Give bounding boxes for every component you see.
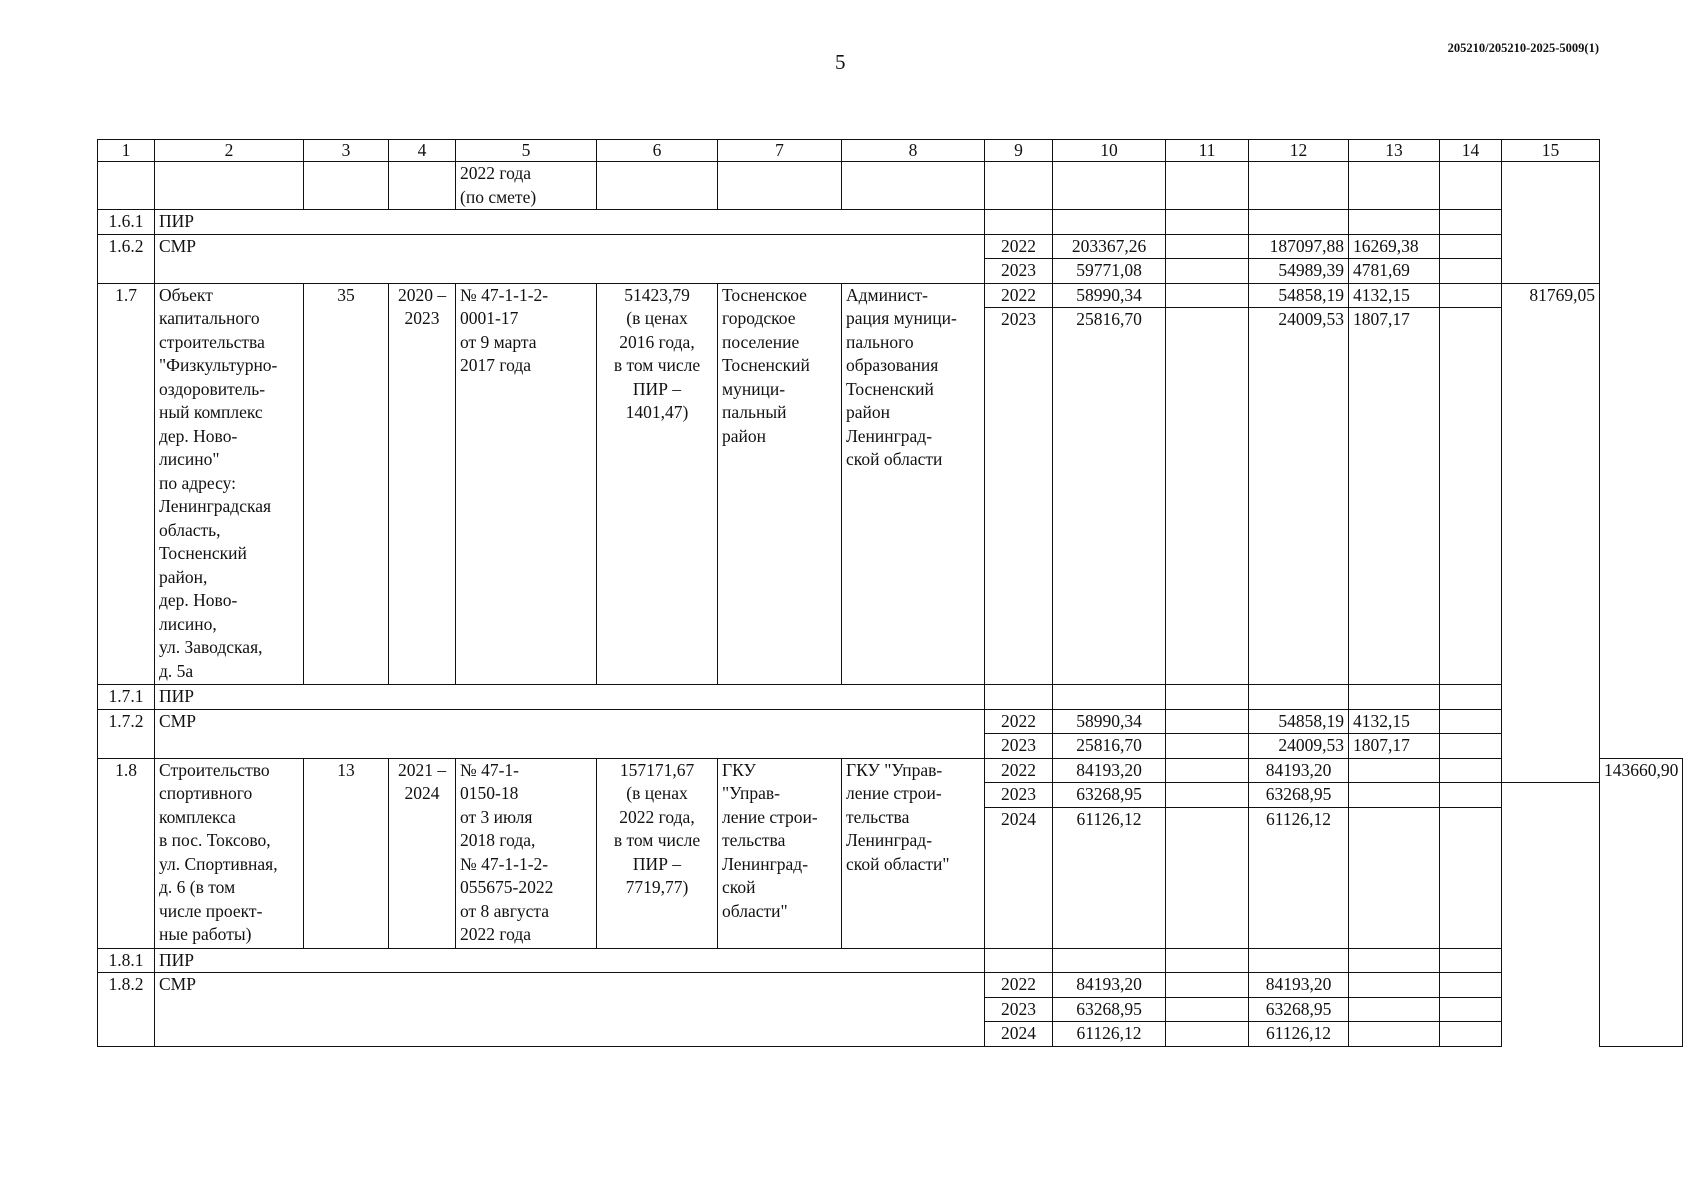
- column-header: 6: [597, 140, 718, 162]
- column-header: 10: [1053, 140, 1166, 162]
- table-cell: 2020 – 2023: [389, 283, 456, 685]
- column-header: 8: [842, 140, 985, 162]
- amount-cell: 84193,20: [1249, 973, 1349, 998]
- amount-cell: 59771,08: [1053, 259, 1166, 284]
- amount-cell: 1807,17: [1349, 308, 1440, 685]
- year-cell: 2022: [985, 283, 1053, 308]
- amount-cell: 54858,19: [1249, 709, 1349, 734]
- budget-table: [97, 139, 1683, 1047]
- row-number: 1.8: [98, 758, 155, 948]
- document-code: 205210/205210-2025-5009(1): [1447, 41, 1599, 55]
- page-number: 5: [835, 50, 846, 74]
- year-cell: 2022: [985, 973, 1053, 998]
- table-row: [98, 685, 1683, 710]
- row-number: 1.6.1: [98, 210, 155, 235]
- amount-cell: 1807,17: [1349, 734, 1440, 759]
- row-label: СМР: [155, 973, 985, 1047]
- table-row: [98, 234, 1683, 259]
- row-number: 1.7.1: [98, 685, 155, 710]
- table-cell: № 47-1- 0150-18 от 3 июля 2018 года, № 47-1-1-2- 055675-2022 от 8 августа 2022 года: [456, 758, 597, 948]
- column-header: 2: [155, 140, 304, 162]
- amount-cell: 63268,95: [1249, 783, 1349, 808]
- column-header: 5: [456, 140, 597, 162]
- amount-cell: 25816,70: [1053, 734, 1166, 759]
- column-number-row: [98, 140, 1683, 162]
- row-label: ПИР: [155, 210, 985, 235]
- year-cell: 2023: [985, 734, 1053, 759]
- table-cell: № 47-1-1-2- 0001-17 от 9 марта 2017 года: [456, 283, 597, 685]
- row-number: 1.7.2: [98, 709, 155, 758]
- row-label: СМР: [155, 709, 985, 758]
- table-cell: 51423,79 (в ценах 2016 года, в том числе ПИР – 1401,47): [597, 283, 718, 685]
- table-cell: Тосненское городское поселение Тосненский муници- пальный район: [718, 283, 842, 685]
- amount-cell: 203367,26: [1053, 234, 1166, 259]
- column-header: 9: [985, 140, 1053, 162]
- table-cell: 13: [304, 758, 389, 948]
- year-cell: 2023: [985, 259, 1053, 284]
- year-cell: 2024: [985, 807, 1053, 948]
- amount-cell: 61126,12: [1249, 807, 1349, 948]
- row-number: 1.8.1: [98, 948, 155, 973]
- year-cell: 2022: [985, 709, 1053, 734]
- amount-cell: 16269,38: [1349, 234, 1440, 259]
- year-cell: 2022: [985, 758, 1053, 783]
- amount-cell: 24009,53: [1249, 308, 1349, 685]
- amount-cell: 63268,95: [1053, 997, 1166, 1022]
- column-header: 12: [1249, 140, 1349, 162]
- row-label: ПИР: [155, 948, 985, 973]
- amount-cell: 61126,12: [1053, 1022, 1166, 1047]
- amount-cell: 25816,70: [1053, 308, 1166, 685]
- amount-cell: 61126,12: [1053, 807, 1166, 948]
- table-cell: Админист- рация муници- пального образования Тосненский район Ленинград- ской области: [842, 283, 985, 685]
- table-cell: ГКУ "Управ- ление строи- тельства Ленинград- ской области": [842, 758, 985, 948]
- table-row: [98, 709, 1683, 734]
- amount-cell: 84193,20: [1053, 973, 1166, 998]
- amount-cell: 4781,69: [1349, 259, 1440, 284]
- year-cell: 2023: [985, 308, 1053, 685]
- column-header: 1: [98, 140, 155, 162]
- column-header: 15: [1502, 140, 1600, 162]
- total-cell: 143660,90: [1600, 758, 1683, 1046]
- column-header: 11: [1166, 140, 1249, 162]
- year-cell: 2024: [985, 1022, 1053, 1047]
- amount-cell: 61126,12: [1249, 1022, 1349, 1047]
- object-name: Объект капитального строительства "Физкультурно- оздоровитель- ный комплекс дер. Ново- лисино" по адресу: Ленинградская область, Тосненский район, дер. Ново- лисино, ул. Заводская, д. 5а: [155, 283, 304, 685]
- table-cell: ГКУ "Управ- ление строи- тельства Ленинград- ской области": [718, 758, 842, 948]
- amount-cell: 24009,53: [1249, 734, 1349, 759]
- amount-cell: 4132,15: [1349, 283, 1440, 308]
- object-name: Строительство спортивного комплекса в пос. Токсово, ул. Спортивная, д. 6 (в том числе проект- ные работы): [155, 758, 304, 948]
- row-number: 1.7: [98, 283, 155, 685]
- year-cell: 2022: [985, 234, 1053, 259]
- table-row: [98, 758, 1683, 783]
- table-cell: 2021 – 2024: [389, 758, 456, 948]
- table-cell: 157171,67 (в ценах 2022 года, в том числе ПИР – 7719,77): [597, 758, 718, 948]
- amount-cell: 4132,15: [1349, 709, 1440, 734]
- year-cell: 2023: [985, 783, 1053, 808]
- column-header: 13: [1349, 140, 1440, 162]
- table-row: [98, 283, 1683, 308]
- table-row: [98, 162, 1683, 210]
- column-header: 4: [389, 140, 456, 162]
- table-row: [98, 973, 1683, 998]
- row-label: СМР: [155, 234, 985, 283]
- column-header: 7: [718, 140, 842, 162]
- column-header: 14: [1440, 140, 1502, 162]
- column-header: 3: [304, 140, 389, 162]
- row-number: 1.6.2: [98, 234, 155, 283]
- amount-cell: 84193,20: [1249, 758, 1349, 783]
- table-row: [98, 210, 1683, 235]
- row-label: ПИР: [155, 685, 985, 710]
- amount-cell: 63268,95: [1053, 783, 1166, 808]
- amount-cell: 54858,19: [1249, 283, 1349, 308]
- table-cell: 2022 года (по смете): [456, 162, 597, 210]
- table-row: [98, 948, 1683, 973]
- row-number: 1.8.2: [98, 973, 155, 1047]
- amount-cell: 54989,39: [1249, 259, 1349, 284]
- amount-cell: 58990,34: [1053, 283, 1166, 308]
- year-cell: 2023: [985, 997, 1053, 1022]
- total-cell: 81769,05: [1502, 283, 1600, 783]
- amount-cell: 63268,95: [1249, 997, 1349, 1022]
- table-cell: 35: [304, 283, 389, 685]
- amount-cell: 187097,88: [1249, 234, 1349, 259]
- amount-cell: 84193,20: [1053, 758, 1166, 783]
- amount-cell: 58990,34: [1053, 709, 1166, 734]
